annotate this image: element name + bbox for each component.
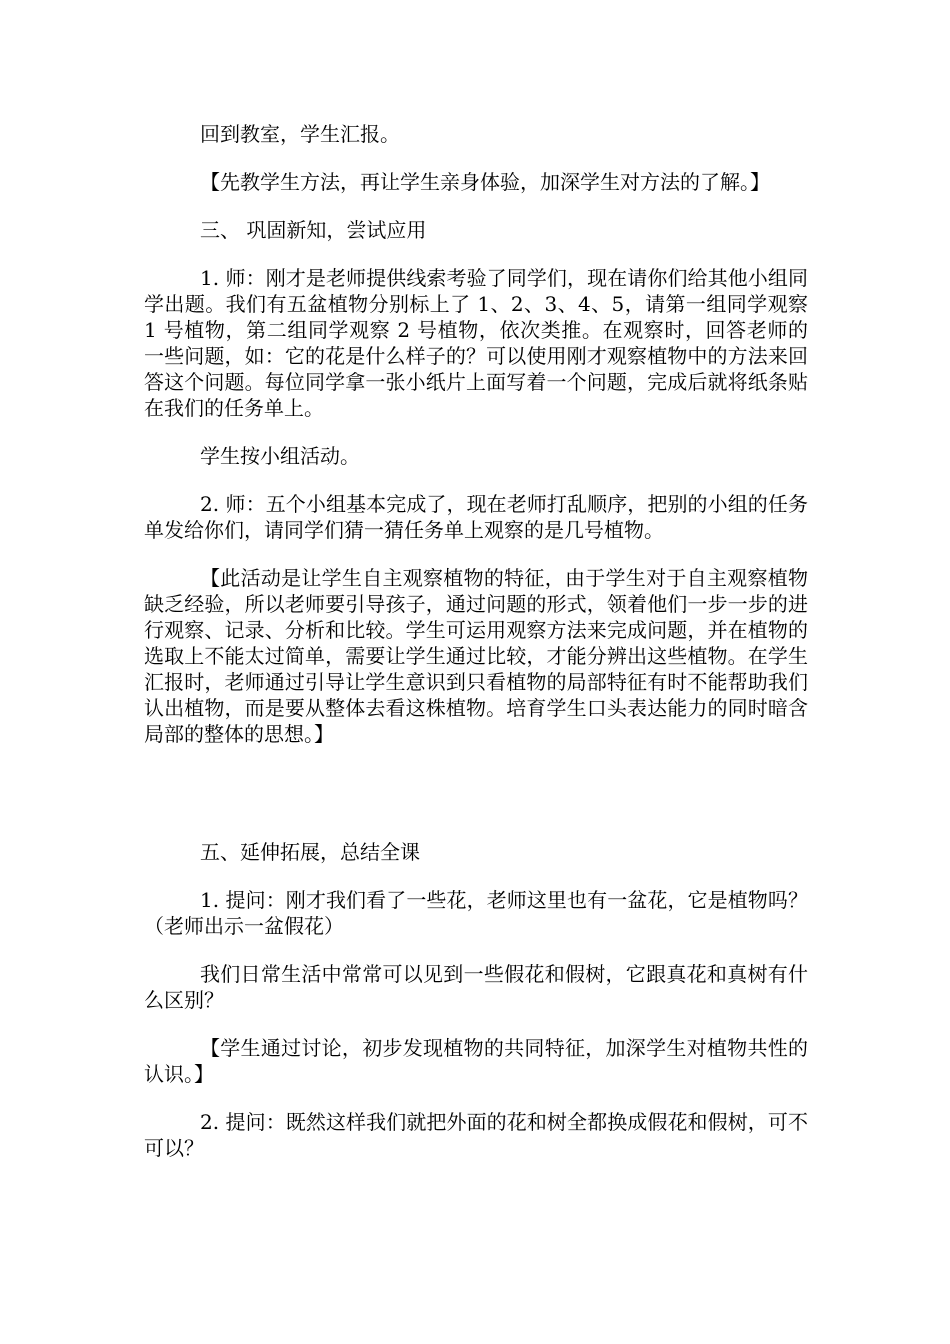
paragraph-return-classroom: 回到教室，学生汇报。 xyxy=(200,122,400,146)
paragraph-question-1: 1. 提问：刚才我们看了一些花，老师这里也有一盆花，它是植物吗？（老师出示一盆假花） xyxy=(144,888,808,938)
paragraph-step-1: 1. 师：刚才是老师提供线索考验了同学们，现在请你们给其他小组同学出题。我们有五盆植物分别标上了 1、2、3、4、5，请第一组同学观察 1 号植物，第二组同学观察 2 号植物，依次类推。在观察时，回答老师的一些问题，如：它的花是什么样子的？可以使用刚才观察植物中的方法来回答这个问题。每位同学拿一张小纸片上面写着一个问题，完成后就将纸条贴在我们的任务单上。 xyxy=(144,266,808,420)
section-heading-extension: 五、延伸拓展，总结全课 xyxy=(200,840,420,864)
paragraph-fake-flowers: 我们日常生活中常常可以见到一些假花和假树，它跟真花和真树有什么区别？ xyxy=(144,962,808,1012)
document-body xyxy=(144,121,808,1183)
paragraph-group-activity: 学生按小组活动。 xyxy=(200,444,360,468)
section-spacer xyxy=(144,769,808,839)
paragraph-discussion-note: 【学生通过讨论，初步发现植物的共同特征，加深学生对植物共性的认识。】 xyxy=(144,1036,808,1086)
paragraph-question-2: 2. 提问：既然这样我们就把外面的花和树全都换成假花和假树，可不可以？ xyxy=(144,1110,808,1160)
paragraph-step-2: 2. 师：五个小组基本完成了，现在老师打乱顺序，把别的小组的任务单发给你们，请同学们猜一猜任务单上观察的是几号植物。 xyxy=(144,492,808,542)
paragraph-method-note: 【先教学生方法，再让学生亲身体验，加深学生对方法的了解。】 xyxy=(200,170,770,194)
paragraph-activity-note: 【此活动是让学生自主观察植物的特征，由于学生对于自主观察植物缺乏经验，所以老师要引导孩子，通过问题的形式，领着他们一步一步的进行观察、记录、分析和比较。学生可运用观察方法来完成问题，并在植物的选取上不能太过简单，需要让学生通过比较，才能分辨出这些植物。在学生汇报时，老师通过引导让学生意识到只看植物的局部特征有时不能帮助我们认出植物，而是要从整体去看这株植物。培育学生口头表达能力的同时暗含局部的整体的思想。】 xyxy=(144,566,808,746)
section-heading-consolidate: 三、 巩固新知，尝试应用 xyxy=(200,218,427,242)
